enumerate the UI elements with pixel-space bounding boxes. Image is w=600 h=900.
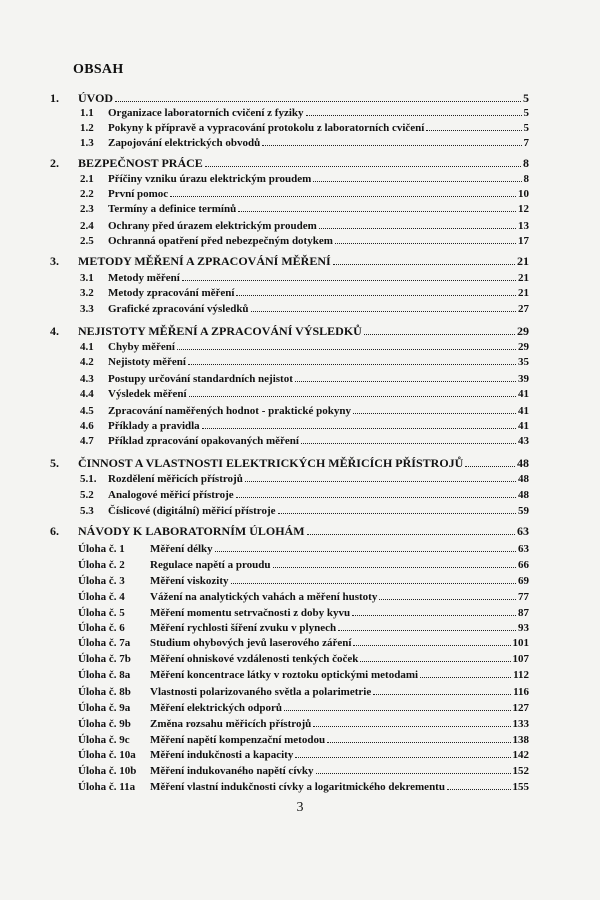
dot-leader: [284, 700, 511, 711]
toc-chapter: [0, 455, 600, 471]
dot-leader: [379, 589, 516, 600]
dot-leader: [170, 186, 516, 197]
toc-entry-label: ČINNOST A VLASTNOSTI ELEKTRICKÝCH MĚŘICÍCH PŘÍSTROJŮ: [78, 456, 464, 470]
toc-entry-page: 107: [512, 653, 529, 665]
toc-section: [0, 120, 600, 136]
dot-leader: [373, 684, 511, 695]
toc-entry-label: Měření viskozity: [150, 575, 229, 587]
page-number: 3: [296, 800, 304, 815]
dot-leader: [236, 285, 516, 296]
toc-entry-page: 21: [518, 272, 529, 284]
toc-section: [0, 186, 600, 202]
toc-entry-page: 8: [523, 156, 529, 170]
toc-entry-page: 59: [518, 505, 529, 517]
toc-entry-number: 4.: [50, 324, 59, 338]
toc-entry-label: Měření napětí kompenzační metodou: [150, 734, 326, 746]
dot-leader: [182, 270, 516, 281]
toc-section: [0, 371, 600, 387]
toc-entry-label: Rozdělení měřicích přístrojů: [108, 473, 243, 485]
toc-entry-number: Úloha č. 6: [78, 622, 125, 634]
toc-entry-number: 3.3: [80, 303, 94, 315]
toc-entry-number: Úloha č. 8b: [78, 686, 131, 698]
toc-entry-label: Příklad zpracování opakovaných měření: [108, 435, 299, 447]
dot-leader: [465, 456, 515, 467]
dot-leader: [335, 233, 516, 244]
dot-leader: [215, 541, 516, 552]
toc-entry-number: 2.1: [80, 173, 94, 185]
toc-task: [0, 620, 600, 636]
toc-entry-number: 2.2: [80, 188, 94, 200]
toc-entry-label: Výsledek měření: [108, 388, 187, 400]
toc-entry-page: 101: [512, 637, 529, 649]
toc-entry-number: 1.1: [80, 107, 94, 119]
toc-task: [0, 684, 600, 700]
toc-entry-page: 13: [518, 220, 529, 232]
toc-entry-number: 4.2: [80, 356, 94, 368]
toc-entry-page: 17: [518, 235, 529, 247]
dot-leader: [245, 471, 516, 482]
toc-entry-page: 69: [518, 575, 529, 587]
toc-task: [0, 747, 600, 763]
toc-entry-page: 63: [518, 543, 529, 555]
toc-entry-number: 2.4: [80, 220, 94, 232]
toc-entry-label: METODY MĚŘENÍ A ZPRACOVÁNÍ MĚŘENÍ: [78, 254, 331, 268]
toc-section: [0, 201, 600, 217]
dot-leader: [278, 503, 516, 514]
toc-entry-number: Úloha č. 8a: [78, 669, 131, 681]
toc-entry-number: 4.3: [80, 373, 94, 385]
dot-leader: [447, 779, 511, 790]
toc-entry-number: 2.: [50, 156, 59, 170]
toc-entry-number: 4.5: [80, 405, 94, 417]
toc-entry-page: 5: [523, 107, 529, 119]
dot-leader: [273, 557, 516, 568]
toc-section: [0, 503, 600, 519]
toc-entry-page: 66: [518, 559, 529, 571]
toc-entry-number: Úloha č. 5: [78, 607, 125, 619]
toc-entry-number: 5.: [50, 456, 59, 470]
toc-entry-number: Úloha č. 9b: [78, 718, 131, 730]
toc-entry-label: Zpracování naměřených hodnot - praktické pokyny: [108, 405, 351, 417]
toc-entry-page: 138: [512, 734, 529, 746]
toc-task: [0, 716, 600, 732]
toc-entry-page: 12: [518, 203, 529, 215]
toc-entry-label: Termíny a definice termínů: [108, 203, 237, 215]
toc-entry-page: 112: [513, 669, 529, 681]
toc-section: [0, 433, 600, 449]
dot-leader: [301, 433, 516, 444]
toc-task: [0, 635, 600, 651]
toc-section: [0, 105, 600, 121]
dot-leader: [231, 573, 516, 584]
dot-leader: [316, 763, 511, 774]
toc-entry-number: 1.3: [80, 137, 94, 149]
toc-entry-number: Úloha č. 9c: [78, 734, 130, 746]
dot-leader: [262, 135, 521, 146]
toc-entry-number: 5.1.: [80, 473, 97, 485]
dot-leader: [115, 91, 521, 102]
toc-entry-page: 5: [523, 91, 529, 105]
dot-leader: [307, 524, 515, 535]
toc-task: [0, 763, 600, 779]
toc-entry-number: 2.5: [80, 235, 94, 247]
toc-entry-page: 127: [512, 702, 529, 714]
toc-entry-label: Postupy určování standardních nejistot: [108, 373, 293, 385]
toc-entry-page: 39: [518, 373, 529, 385]
dot-leader: [333, 254, 515, 265]
toc-entry-number: Úloha č. 3: [78, 575, 125, 587]
toc-entry-label: Měření délky: [150, 543, 213, 555]
toc-task: [0, 557, 600, 573]
toc-entry-label: Grafické zpracování výsledků: [108, 303, 249, 315]
toc-entry-page: 7: [523, 137, 529, 149]
dot-leader: [426, 120, 521, 131]
toc-entry-number: Úloha č. 9a: [78, 702, 131, 714]
toc-entry-page: 41: [518, 420, 529, 432]
toc-entry-page: 8: [523, 173, 529, 185]
dot-leader: [313, 171, 521, 182]
toc-entry-label: Měření indukčnosti a kapacity: [150, 749, 294, 761]
dot-leader: [353, 403, 516, 414]
toc-entry-number: Úloha č. 4: [78, 591, 125, 603]
toc-entry-page: 87: [518, 607, 529, 619]
toc-entry-label: Číslicové (digitální) měřicí přístroje: [108, 505, 276, 517]
dot-leader: [364, 324, 515, 335]
dot-leader: [420, 667, 511, 678]
toc-entry-page: 142: [512, 749, 529, 761]
toc-entry-page: 29: [517, 324, 529, 338]
dot-leader: [353, 635, 510, 646]
toc-entry-label: Měření momentu setrvačnosti z doby kyvu: [150, 607, 351, 619]
toc-section: [0, 218, 600, 234]
toc-entry-label: Organizace laboratorních cvičení z fyziky: [108, 107, 304, 119]
toc-entry-label: Měření koncentrace látky v roztoku optickými metodami: [150, 669, 419, 681]
dot-leader: [327, 732, 510, 743]
toc-section: [0, 301, 600, 317]
toc-chapter: [0, 90, 600, 106]
toc-task: [0, 651, 600, 667]
toc-title: OBSAH: [73, 62, 124, 77]
toc-entry-number: 6.: [50, 524, 59, 538]
dot-leader: [202, 418, 516, 429]
toc-task: [0, 541, 600, 557]
toc-chapter: [0, 155, 600, 171]
toc-entry-label: Metody zpracování měření: [108, 287, 235, 299]
toc-entry-page: 77: [518, 591, 529, 603]
toc-entry-page: 133: [512, 718, 529, 730]
toc-section: [0, 285, 600, 301]
toc-entry-page: 155: [512, 781, 529, 793]
dot-leader: [236, 487, 516, 498]
toc-entry-label: Ochranná opatření před nebezpečným dotykem: [108, 235, 333, 247]
toc-entry-page: 41: [518, 388, 529, 400]
toc-entry-number: 1.2: [80, 122, 94, 134]
dot-leader: [189, 386, 516, 397]
toc-entry-label: Změna rozsahu měřicích přístrojů: [150, 718, 312, 730]
toc-chapter: [0, 523, 600, 539]
toc-entry-page: 21: [517, 254, 529, 268]
toc-entry-label: Vlastnosti polarizovaného světla a polarimetrie: [150, 686, 372, 698]
toc-task: [0, 779, 600, 795]
toc-entry-label: ÚVOD: [78, 91, 114, 105]
toc-entry-label: BEZPEČNOST PRÁCE: [78, 156, 203, 170]
toc-entry-label: Měření ohniskové vzdálenosti tenkých čoček: [150, 653, 359, 665]
toc-entry-number: 4.6: [80, 420, 94, 432]
toc-entry-page: 48: [518, 473, 529, 485]
toc-entry-label: Příčiny vzniku úrazu elektrickým proudem: [108, 173, 312, 185]
toc-entry-label: Měření vlastní indukčnosti cívky a logaritmického dekrementu: [150, 781, 445, 793]
toc-entry-page: 152: [512, 765, 529, 777]
dot-leader: [360, 651, 510, 662]
toc-entry-label: NÁVODY K LABORATORNÍM ÚLOHÁM: [78, 524, 305, 538]
toc-entry-label: Ochrany před úrazem elektrickým proudem: [108, 220, 317, 232]
toc-task: [0, 700, 600, 716]
toc-entry-number: 5.2: [80, 489, 94, 501]
toc-entry-page: 48: [517, 456, 529, 470]
toc-task: [0, 589, 600, 605]
dot-leader: [251, 301, 516, 312]
toc-entry-number: Úloha č. 1: [78, 543, 125, 555]
toc-entry-number: 5.3: [80, 505, 94, 517]
toc-section: [0, 339, 600, 355]
toc-entry-page: 27: [518, 303, 529, 315]
dot-leader: [338, 620, 516, 631]
toc-section: [0, 171, 600, 187]
toc-section: [0, 487, 600, 503]
dot-leader: [295, 747, 510, 758]
dot-leader: [295, 371, 516, 382]
toc-section: [0, 418, 600, 434]
dot-leader: [352, 605, 516, 616]
toc-entry-label: První pomoc: [108, 188, 169, 200]
toc-section: [0, 233, 600, 249]
toc-chapter: [0, 253, 600, 269]
toc-task: [0, 573, 600, 589]
toc-entry-page: 5: [523, 122, 529, 134]
toc-section: [0, 471, 600, 487]
toc-entry-number: Úloha č. 7a: [78, 637, 131, 649]
toc-section: [0, 403, 600, 419]
toc-entry-label: NEJISTOTY MĚŘENÍ A ZPRACOVÁNÍ VÝSLEDKŮ: [78, 324, 362, 338]
toc-entry-page: 43: [518, 435, 529, 447]
toc-section: [0, 270, 600, 286]
dot-leader: [319, 218, 516, 229]
dot-leader: [177, 339, 516, 350]
toc-entry-page: 29: [518, 341, 529, 353]
toc-entry-number: 4.4: [80, 388, 94, 400]
dot-leader: [205, 156, 521, 167]
toc-entry-label: Analogové měřicí přístroje: [108, 489, 234, 501]
toc-entry-number: Úloha č. 2: [78, 559, 125, 571]
dot-leader: [313, 716, 510, 727]
toc-entry-label: Metody měření: [108, 272, 180, 284]
toc-entry-label: Měření rychlosti šíření zvuku v plynech: [150, 622, 337, 634]
toc-entry-number: 1.: [50, 91, 59, 105]
toc-entry-number: 3.: [50, 254, 59, 268]
toc-entry-label: Vážení na analytických vahách a měření hustoty: [150, 591, 378, 603]
dot-leader: [306, 105, 522, 116]
toc-task: [0, 605, 600, 621]
toc-entry-number: 3.2: [80, 287, 94, 299]
toc-entry-label: Příklady a pravidla: [108, 420, 200, 432]
toc-entry-page: 35: [518, 356, 529, 368]
toc-task: [0, 732, 600, 748]
toc-entry-page: 93: [518, 622, 529, 634]
toc-entry-label: Chyby měření: [108, 341, 175, 353]
toc-entry-page: 41: [518, 405, 529, 417]
toc-entry-label: Pokyny k přípravě a vypracování protokolu z laboratorních cvičení: [108, 122, 425, 134]
toc-entry-number: 4.7: [80, 435, 94, 447]
toc-entry-label: Měření elektrických odporů: [150, 702, 282, 714]
toc-entry-page: 63: [517, 524, 529, 538]
toc-entry-label: Měření indukovaného napětí cívky: [150, 765, 314, 777]
dot-leader: [238, 201, 516, 212]
toc-section: [0, 135, 600, 151]
toc-entry-label: Zapojování elektrických obvodů: [108, 137, 261, 149]
toc-entry-number: 3.1: [80, 272, 94, 284]
toc-section: [0, 354, 600, 370]
toc-section: [0, 386, 600, 402]
toc-entry-label: Regulace napětí a proudu: [150, 559, 271, 571]
toc-entry-page: 116: [513, 686, 529, 698]
dot-leader: [188, 354, 516, 365]
toc-entry-label: Nejistoty měření: [108, 356, 186, 368]
toc-entry-number: Úloha č. 10b: [78, 765, 137, 777]
toc-entry-number: Úloha č. 7b: [78, 653, 131, 665]
toc-entry-number: 2.3: [80, 203, 94, 215]
toc-entry-number: Úloha č. 10a: [78, 749, 136, 761]
toc-entry-page: 21: [518, 287, 529, 299]
toc-task: [0, 667, 600, 683]
toc-entry-label: Studium ohybových jevů laserového záření: [150, 637, 352, 649]
toc-entry-number: Úloha č. 11a: [78, 781, 136, 793]
toc-entry-page: 48: [518, 489, 529, 501]
toc-entry-number: 4.1: [80, 341, 94, 353]
toc-entry-page: 10: [518, 188, 529, 200]
toc-chapter: [0, 323, 600, 339]
